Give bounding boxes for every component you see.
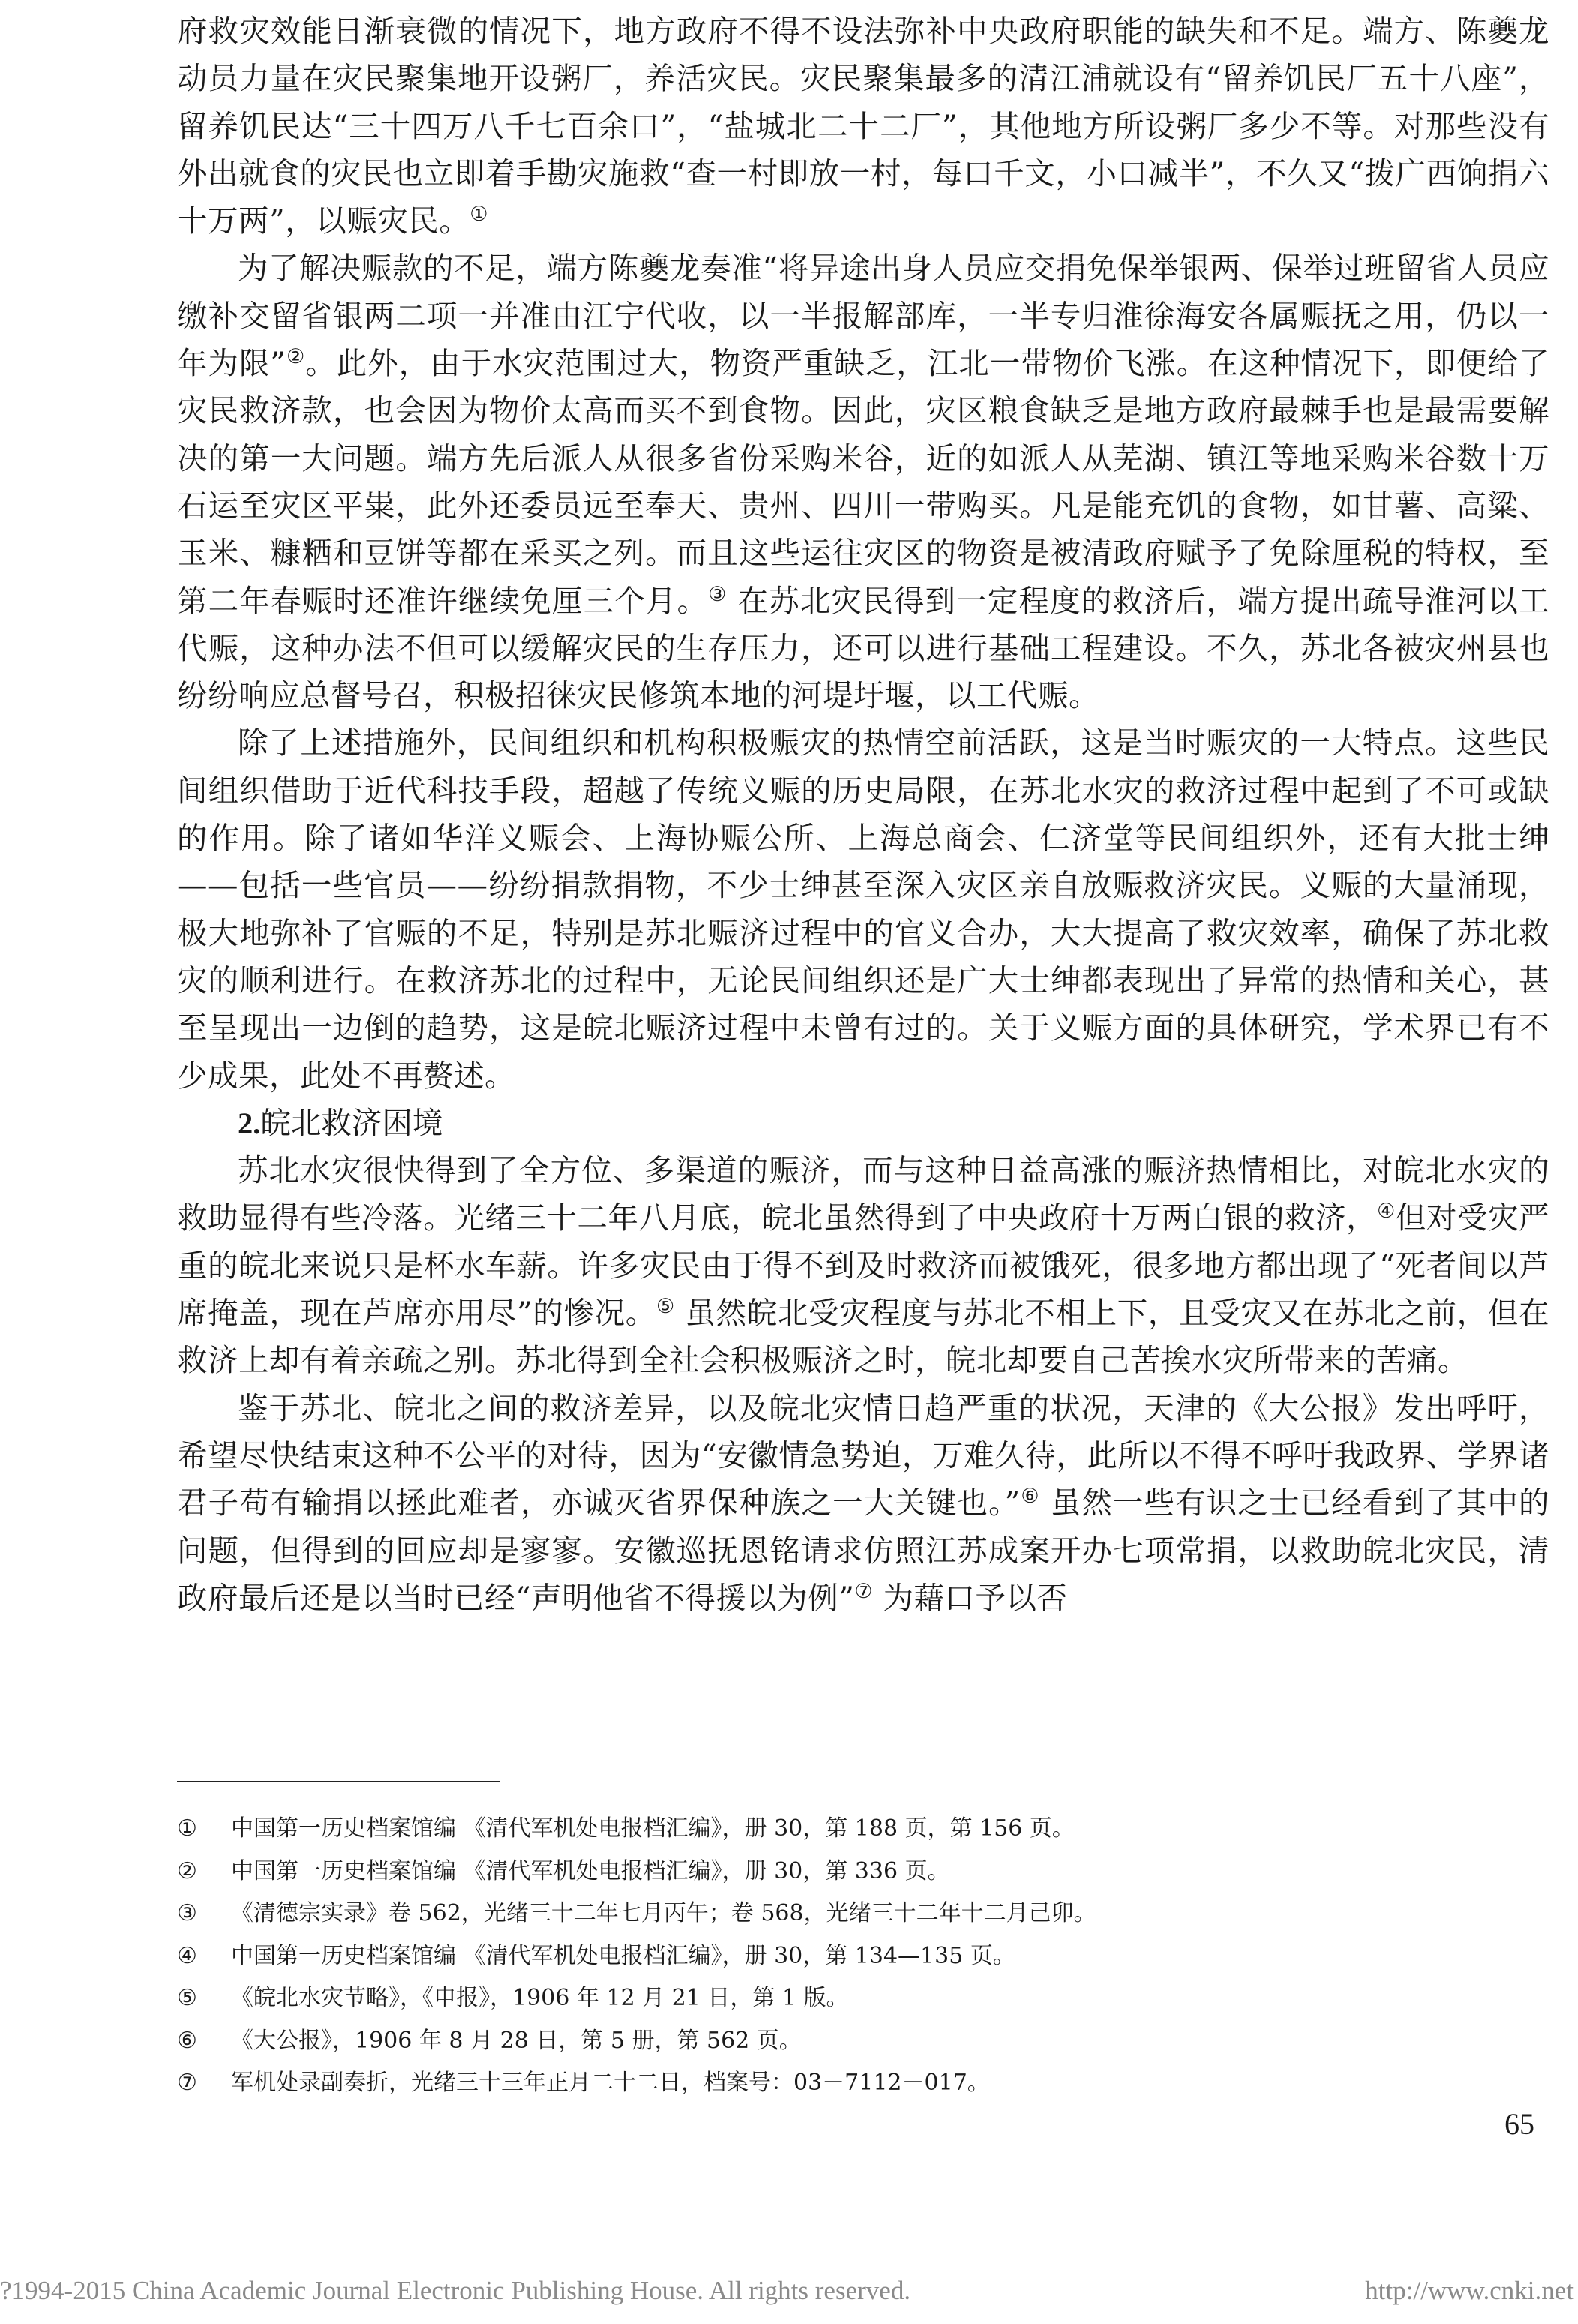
footnote <box>177 1977 1550 2020</box>
paragraph-text: 虽然一些有识之士已经看到了其中的问题，但得到的回应却是寥寥。安徽巡抚恩铭请求仿照江苏成案开办七项常捐，以救助皖北灾民，清政府最后还是以当时已经“声明他省不得援以为例” <box>177 1485 1550 1616</box>
footnotes <box>177 1808 1550 2105</box>
footnote-text: 《清德宗实录》卷 562，光绪三十二年七月丙午；卷 568，光绪三十二年十二月己卯。 <box>231 1900 1096 1926</box>
footnote <box>177 2020 1550 2063</box>
footnote-mark: ② <box>177 1857 197 1884</box>
footnote-text: 中国第一历史档案馆编 《清代军机处电报档汇编》，册 30，第 336 页。 <box>231 1857 950 1884</box>
footnote-ref-6[interactable]: ⑥ <box>1020 1485 1040 1509</box>
footnote-text: 《大公报》，1906 年 8 月 28 日，第 5 册，第 562 页。 <box>231 2027 802 2054</box>
paragraph-text: 为了解决赈款的不足，端方陈夔龙奏准“将异途出身人员应交捐免保举银两、保举过班留省人员应缴补交留省银两二项一并准由江宁代收，以一半报解部库，一半专归淮徐海安各属赈抚之用，仍以一年为限” <box>177 250 1550 382</box>
paragraph-2 <box>177 245 1550 719</box>
footnote-ref-3[interactable]: ③ <box>708 582 728 606</box>
footnote <box>177 1893 1550 1935</box>
paragraph-1 <box>177 8 1550 245</box>
footnote-text: 《皖北水灾节略》，《申报》，1906 年 12 月 21 日，第 1 版。 <box>231 1985 849 2011</box>
footnote-ref-7[interactable]: ⑦ <box>854 1579 874 1603</box>
page-number: 65 <box>1504 2107 1534 2141</box>
footnote <box>177 1808 1550 1851</box>
footnote-ref-4[interactable]: ④ <box>1377 1200 1396 1224</box>
footnote <box>177 2062 1550 2105</box>
paragraph-5 <box>177 1147 1550 1384</box>
footnote-mark: ③ <box>177 1900 197 1926</box>
footnote-ref-5[interactable]: ⑤ <box>656 1295 675 1319</box>
paragraph-text: 府救灾效能日渐衰微的情况下，地方政府不得不设法弥补中央政府职能的缺失和不足。端方、陈夔龙动员力量在灾民聚集地开设粥厂，养活灾民。灾民聚集最多的清江浦就设有“留养饥民厂五十八座”，留养饥民达“三十四万八千七百余口”，“盐城北二十二厂”，其他地方所设粥厂多少不等。对那些没有外出就食的灾民也立即着手勘灾施救“查一村即放一村，每口千文，小口减半”，不久又“拨广西饷捐六十万两”，以赈灾民。 <box>177 13 1550 239</box>
footnote-mark: ④ <box>177 1942 197 1969</box>
footnote-mark: ⑤ <box>177 1985 197 2011</box>
footnote <box>177 1851 1550 1893</box>
section-number: 2. <box>238 1106 261 1140</box>
copyright-notice: ?1994-2015 China Academic Journal Electronic Publishing House. All rights reserved. <box>0 2276 911 2305</box>
paragraph-6 <box>177 1385 1550 1622</box>
paragraph-text: 鉴于苏北、皖北之间的救济差异，以及皖北灾情日趋严重的状况，天津的《大公报》发出呼吁，希望尽快结束这种不公平的对待，因为“安徽情急势迫，万难久待，此所以不得不呼吁我政界、学界诸君子苟有输捐以拯此难者，亦诚灭省界保种族之一大关键也。” <box>177 1389 1550 1521</box>
footnote <box>177 1935 1550 1978</box>
footnote-ref-2[interactable]: ② <box>286 345 306 369</box>
cnki-link[interactable]: http://www.cnki.net <box>1365 2276 1574 2305</box>
paragraph-3 <box>177 719 1550 1099</box>
footnote-mark: ⑥ <box>177 2027 197 2054</box>
footnote-mark: ① <box>177 1815 197 1842</box>
section-heading <box>177 1100 1550 1147</box>
article-body <box>177 8 1550 1622</box>
paragraph-text: 。此外，由于水灾范围过大，物资严重缺乏，江北一带物价飞涨。在这种情况下，即便给了灾民救济款，也会因为物价太高而买不到食物。因此，灾区粮食缺乏是地方政府最棘手也是最需要解决的第一大问题。端方先后派人从很多省份采购米谷，近的如派人从芜湖、镇江等地采购米谷数十万石运至灾区平粜，此外还委员远至奉天、贵州、四川一带购买。凡是能充饥的食物，如甘薯、高粱、玉米、糠粞和豆饼等都在采买之列。而且这些运往灾区的物资是被清政府赋予了免除厘税的特权，至第二年春赈时还准许继续免厘三个月。 <box>177 345 1550 619</box>
paragraph-text: 虽然皖北受灾程度与苏北不相上下，且受灾又在苏北之前，但在救济上却有着亲疏之别。苏北得到全社会积极赈济之时，皖北却要自己苦挨水灾所带来的苦痛。 <box>177 1295 1550 1379</box>
footnote-divider <box>177 1781 500 1782</box>
paragraph-text: 为藉口予以否 <box>883 1579 1068 1616</box>
footnote-ref-1[interactable]: ① <box>470 203 488 227</box>
paragraph-text: 在苏北灾民得到一定程度的救济后，端方提出疏导淮河以工代赈，这种办法不但可以缓解灾民的生存压力，还可以进行基础工程建设。不久，苏北各被灾州县也纷纷响应总督号召，积极招徕灾民修筑本地的河堤圩堰，以工代赈。 <box>177 582 1550 714</box>
paragraph-text: 除了上述措施外，民间组织和机构积极赈灾的热情空前活跃，这是当时赈灾的一大特点。这些民间组织借助于近代科技手段，超越了传统义赈的历史局限，在苏北水灾的救济过程中起到了不可或缺的作用。除了诸如华洋义赈会、上海协赈公所、上海总商会、仁济堂等民间组织外，还有大批士绅——包括一些官员——纷纷捐款捐物，不少士绅甚至深入灾区亲自放赈救济灾民。义赈的大量涌现，极大地弥补了官赈的不足，特别是苏北赈济过程中的官义合办，大大提高了救灾效率，确保了苏北救灾的顺利进行。在救济苏北的过程中，无论民间组织还是广大士绅都表现出了异常的热情和关心，甚至呈现出一边倒的趋势，这是皖北赈济过程中未曾有过的。关于义赈方面的具体研究，学术界已有不少成果，此处不再赘述。 <box>177 725 1550 1094</box>
section-title: 皖北救济困境 <box>260 1104 443 1141</box>
footnote-text: 中国第一历史档案馆编 《清代军机处电报档汇编》，册 30，第 134—135 页。 <box>231 1942 1016 1969</box>
footnote-text: 中国第一历史档案馆编 《清代军机处电报档汇编》，册 30，第 188 页，第 156 页。 <box>231 1815 1075 1842</box>
paragraph-text: 但对受灾严重的皖北来说只是杯水车薪。许多灾民由于得不到及时救济而被饿死，很多地方都出现了“死者间以芦席掩盖，现在芦席亦用尽”的惨况。 <box>177 1200 1550 1332</box>
footnote-mark: ⑦ <box>177 2070 197 2096</box>
paragraph-text: 苏北水灾很快得到了全方位、多渠道的赈济，而与这种日益高涨的赈济热情相比，对皖北水灾的救助显得有些冷落。光绪三十二年八月底，皖北虽然得到了中央政府十万两白银的救济， <box>177 1152 1550 1236</box>
footnote-text: 军机处录副奏折，光绪三十三年正月二十二日，档案号：03－7112－017。 <box>231 2070 990 2096</box>
